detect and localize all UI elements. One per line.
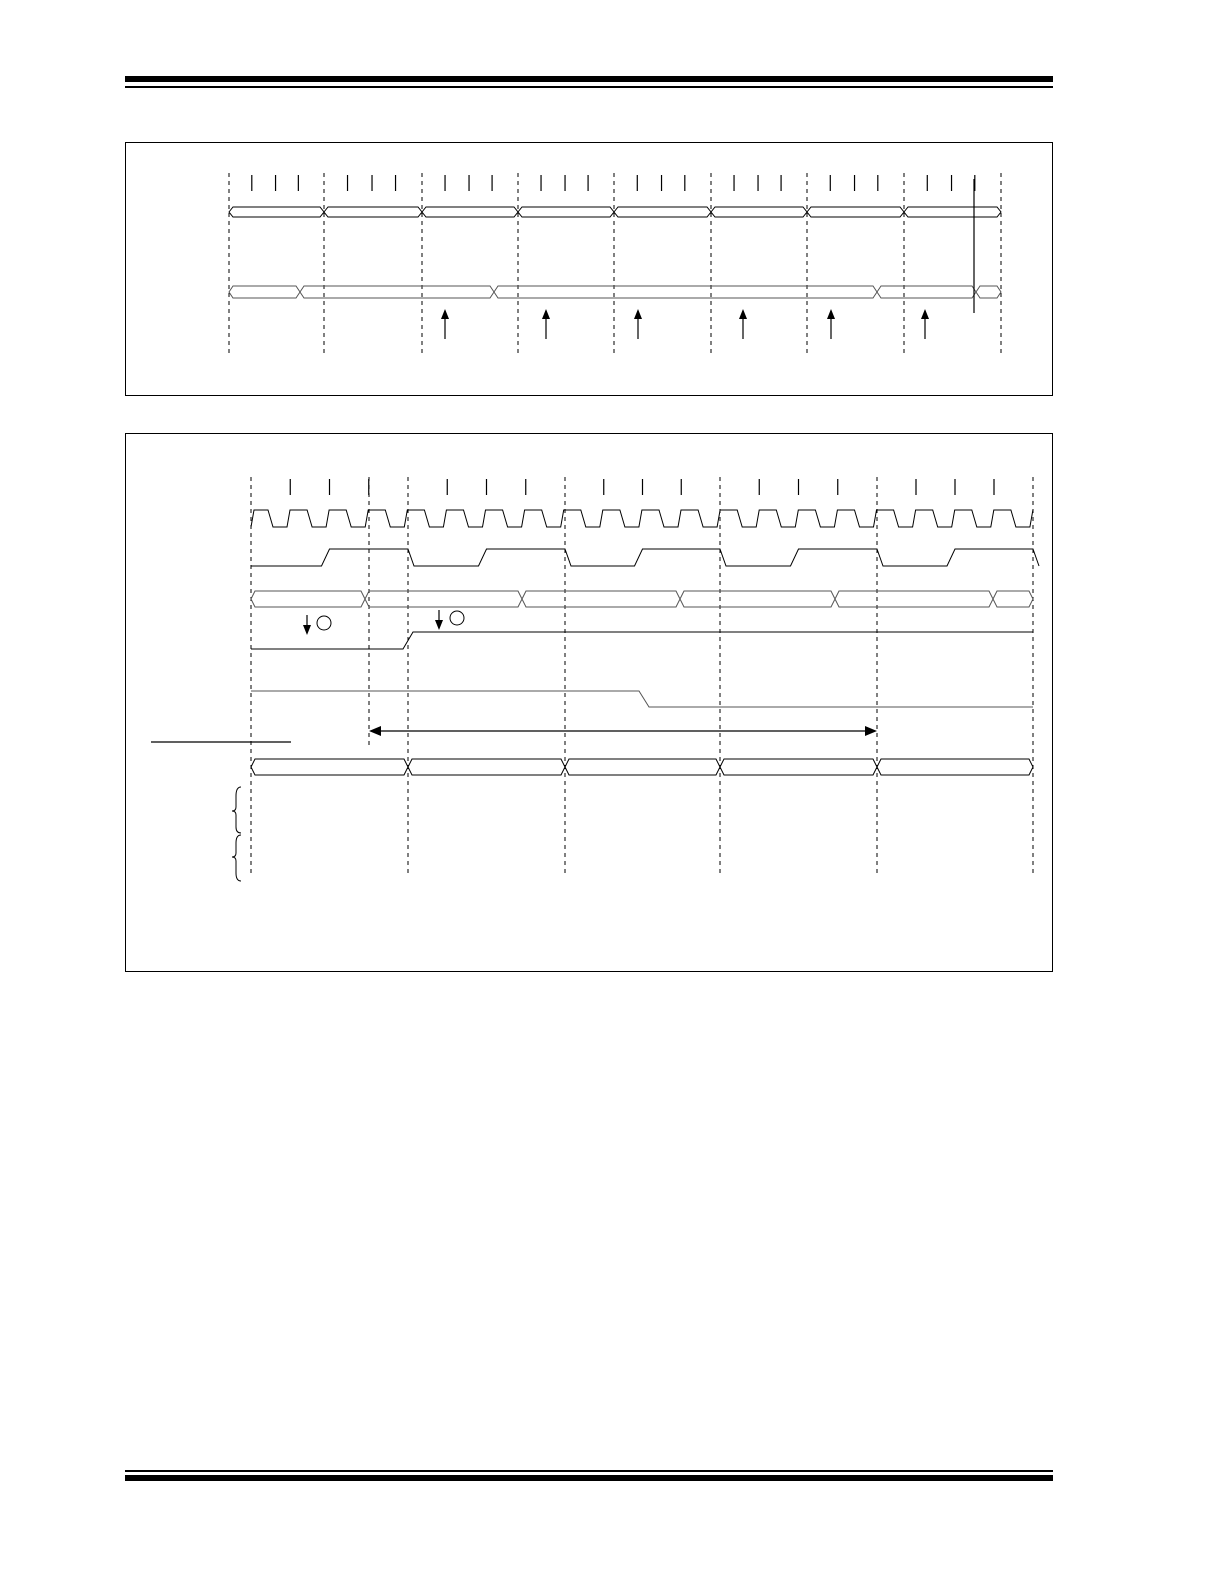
control-line-1 [251,632,1033,649]
bus-row-2-segment [877,286,976,298]
bus-row-1-segment [324,207,422,217]
delay-arrow-head-left [369,726,381,736]
address-bus-segment [522,591,680,607]
bus-row-1-segment [422,207,518,217]
address-bus-segment [680,591,835,607]
bus-row-1-segment [807,207,904,217]
bus-row-2-segment [229,286,300,298]
address-bus-segment [993,591,1033,607]
timing-diagram-2 [126,434,1054,973]
timing-figure-2 [125,433,1053,972]
delay-arrow-head-right [865,726,877,736]
bus-row-1-segment [614,207,711,217]
address-bus-segment [251,591,365,607]
timing-figure-1 [125,142,1053,396]
sample-arrow-head [634,309,642,319]
sample-arrow-head [441,309,449,319]
sample-arrow-head [921,309,929,319]
control-line-2 [251,691,1033,707]
bus-row-2-segment [300,286,494,298]
brace-2 [232,835,241,881]
instruction-bus-segment [251,759,408,775]
event-arrow-1-head [303,625,311,635]
sample-arrow-head [542,309,550,319]
header-rule-thin [125,86,1053,88]
sample-arrow-head [827,309,835,319]
instruction-bus-segment [720,759,877,775]
bus-row-2-segment [494,286,877,298]
event-marker-1 [317,616,331,630]
address-bus-segment [365,591,522,607]
instruction-bus-segment [877,759,1033,775]
bus-row-1-segment [229,207,324,217]
footer-rule-thick [125,1475,1053,1481]
event-marker-2 [450,611,464,625]
bus-row-1-segment [904,207,1001,217]
timing-diagram-1 [126,143,1054,397]
bus-row-1-segment [518,207,614,217]
event-arrow-2-head [435,620,443,630]
instruction-bus-segment [408,759,565,775]
clock-waveform [251,510,1033,527]
bus-row-2-segment [976,286,1001,298]
brace-1 [232,787,241,833]
header-rule-thick [125,76,1053,82]
sample-arrow-head [739,309,747,319]
footer-rule-thin [125,1470,1053,1472]
bus-row-1-segment [711,207,807,217]
instruction-bus-segment [565,759,720,775]
address-bus-segment [835,591,993,607]
